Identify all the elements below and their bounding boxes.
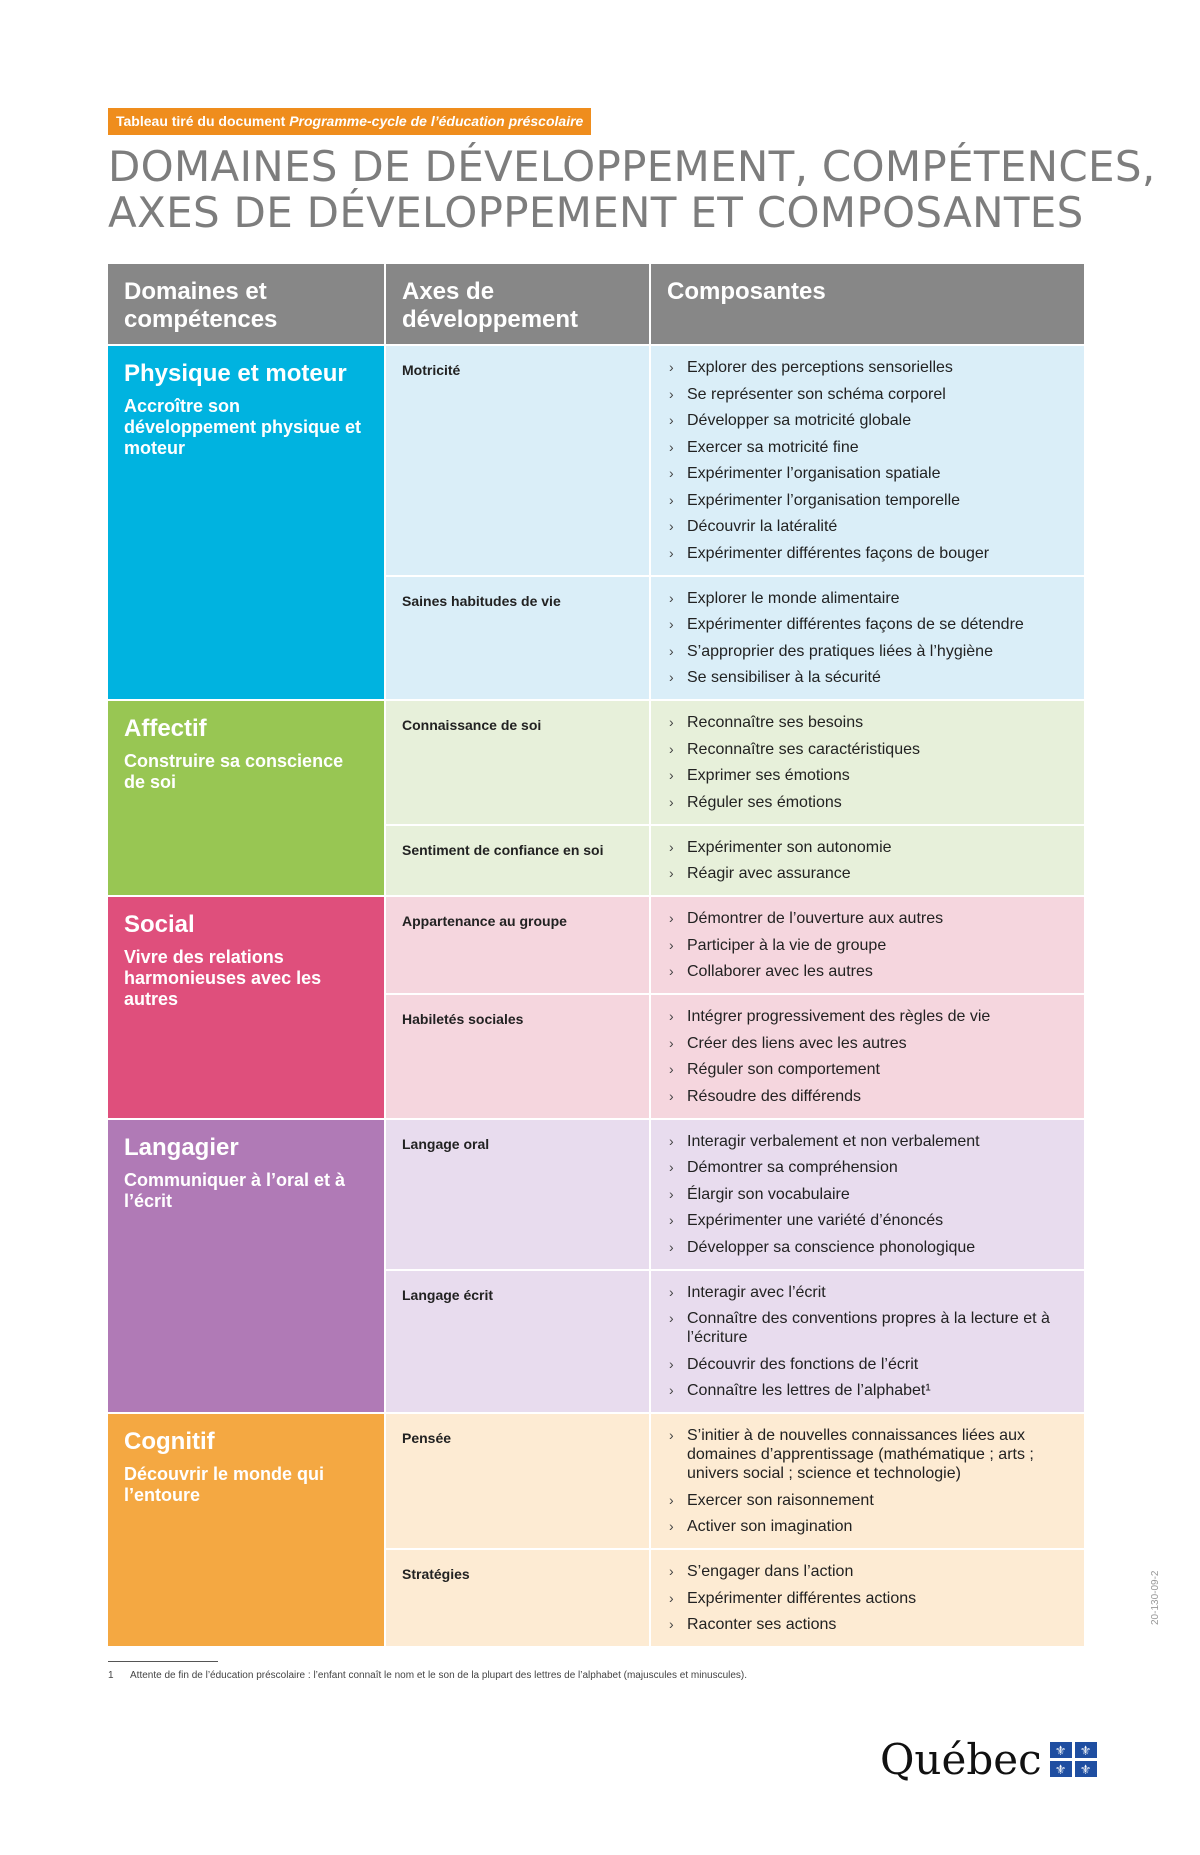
axis-name: Sentiment de confiance en soi — [386, 826, 649, 896]
domain-name: Langagier — [124, 1133, 239, 1161]
component-item: › Connaître des conventions propres à la lecture et à l’écriture — [669, 1309, 1072, 1347]
document-code: 20-130-09-2 — [1150, 1570, 1161, 1625]
axis-row — [386, 701, 1084, 824]
axes-group — [386, 701, 1084, 895]
footnote — [108, 1670, 747, 1681]
quebec-logo — [880, 1735, 1097, 1784]
component-item: › Réagir avec assurance — [669, 864, 1072, 883]
axis-row — [386, 346, 1084, 575]
domain-name: Cognitif — [124, 1428, 215, 1455]
component-item: › Expérimenter l’organisation spatiale — [669, 464, 1072, 483]
component-item: › Découvrir la latéralité — [669, 517, 1072, 536]
component-item: › Intégrer progressivement des règles de vie — [669, 1007, 1072, 1026]
component-item: › Réguler ses émotions — [669, 793, 1072, 812]
component-item: › Démontrer de l’ouverture aux autres — [669, 909, 1072, 928]
component-item: › Résoudre des différends — [669, 1087, 1072, 1106]
source-tag-prefix: Tableau tiré du document — [116, 113, 286, 129]
components-list — [651, 995, 1084, 1118]
components-list — [651, 1271, 1084, 1413]
domain-cell — [108, 346, 384, 699]
component-item: › Connaître les lettres de l’alphabet¹ — [669, 1381, 1072, 1400]
domain-competence: Découvrir le monde qui l’entoure — [124, 1464, 325, 1505]
components-list — [651, 897, 1084, 993]
table-body — [108, 346, 1084, 1646]
domain-competence: Construire sa conscience de soi — [124, 751, 344, 792]
component-item: › Développer sa conscience phonologique — [669, 1238, 1072, 1257]
axis-name: Pensée — [386, 1414, 649, 1548]
domain-cell — [108, 701, 384, 895]
domain-competence: Communiquer à l’oral et à l’écrit — [124, 1169, 346, 1211]
axis-row — [386, 577, 1084, 700]
domain-name: Social — [124, 911, 195, 938]
axes-group — [386, 346, 1084, 699]
components-list — [651, 1414, 1084, 1548]
footnote-divider — [108, 1661, 218, 1662]
components-list — [651, 826, 1084, 896]
axis-row — [386, 826, 1084, 896]
domain-row — [108, 1414, 1084, 1646]
component-item: › Expérimenter différentes façons de se détendre — [669, 615, 1072, 634]
component-item: › Se représenter son schéma corporel — [669, 385, 1072, 404]
component-item: › Exercer son raisonnement — [669, 1491, 1072, 1510]
axes-group — [386, 897, 1084, 1118]
domain-competence: Vivre des relations harmonieuses avec les autres — [124, 947, 322, 1009]
axis-row — [386, 897, 1084, 993]
header-components: Composantes — [651, 264, 1084, 344]
axis-name: Motricité — [386, 346, 649, 575]
axis-name: Saines habitudes de vie — [386, 577, 649, 700]
axis-name: Stratégies — [386, 1550, 649, 1646]
page-title-line-2: AXES DE DÉVELOPPEMENT ET COMPOSANTES — [108, 188, 1084, 237]
axis-row — [386, 1550, 1084, 1646]
domain-name: Physique et moteur — [124, 360, 347, 387]
component-item: › Exercer sa motricité fine — [669, 438, 1072, 457]
component-item: › Interagir avec l’écrit — [669, 1283, 1072, 1302]
axis-name: Appartenance au groupe — [386, 897, 649, 993]
axis-row — [386, 1271, 1084, 1413]
axis-name: Habiletés sociales — [386, 995, 649, 1118]
component-item: › S’approprier des pratiques liées à l’hygiène — [669, 642, 1072, 661]
component-item: › Élargir son vocabulaire — [669, 1185, 1072, 1204]
fleur-de-lis-flag-icon: ⚜ ⚜ ⚜ ⚜ — [1050, 1742, 1097, 1777]
component-item: › Se sensibiliser à la sécurité — [669, 668, 1072, 687]
axis-name: Connaissance de soi — [386, 701, 649, 824]
domain-cell — [108, 1414, 384, 1646]
header-axes: Axes de développement — [386, 264, 649, 344]
component-item: › Collaborer avec les autres — [669, 962, 1072, 981]
domain-cell — [108, 897, 384, 1118]
axis-row — [386, 1414, 1084, 1548]
component-item: › Expérimenter une variété d’énoncés — [669, 1211, 1072, 1230]
component-item: › Expérimenter son autonomie — [669, 838, 1072, 857]
axis-row — [386, 1120, 1084, 1269]
component-item: › Démontrer sa compréhension — [669, 1158, 1072, 1177]
source-tag-doc: Programme-cycle de l’éducation préscolaire — [289, 113, 584, 129]
components-list — [651, 346, 1084, 575]
page-title — [108, 142, 1156, 237]
domain-row — [108, 701, 1084, 895]
component-item: › S’engager dans l’action — [669, 1562, 1072, 1581]
component-item: › Reconnaître ses besoins — [669, 713, 1072, 732]
components-list — [651, 1120, 1084, 1269]
domain-competence: Accroître son développement physique et moteur — [124, 396, 362, 458]
component-item: › Développer sa motricité globale — [669, 411, 1072, 430]
development-table — [108, 264, 1084, 1648]
header-domains: Domaines et compétences — [108, 264, 384, 344]
component-item: › Interagir verbalement et non verbalement — [669, 1132, 1072, 1151]
components-list — [651, 701, 1084, 824]
component-item: › S’initier à de nouvelles connaissances liées aux domaines d’apprentissage (mathématique ; arts ; univers social ; science et technologie) — [669, 1426, 1072, 1483]
component-item: › Explorer le monde alimentaire — [669, 589, 1072, 608]
axes-group — [386, 1120, 1084, 1413]
table-header — [108, 264, 1084, 344]
domain-row — [108, 897, 1084, 1118]
axis-name: Langage oral — [386, 1120, 649, 1269]
component-item: › Explorer des perceptions sensorielles — [669, 358, 1072, 377]
component-item: › Réguler son comportement — [669, 1060, 1072, 1079]
component-item: › Participer à la vie de groupe — [669, 936, 1072, 955]
component-item: › Expérimenter différentes façons de bouger — [669, 544, 1072, 563]
component-item: › Expérimenter l’organisation temporelle — [669, 491, 1072, 510]
component-item: › Reconnaître ses caractéristiques — [669, 740, 1072, 759]
domain-cell — [108, 1120, 384, 1413]
components-list — [651, 1550, 1084, 1646]
component-item: › Découvrir des fonctions de l’écrit — [669, 1355, 1072, 1374]
domain-row — [108, 346, 1084, 699]
component-item: › Expérimenter différentes actions — [669, 1589, 1072, 1608]
component-item: › Créer des liens avec les autres — [669, 1034, 1072, 1053]
component-item: › Raconter ses actions — [669, 1615, 1072, 1634]
page-title-line-1: DOMAINES DE DÉVELOPPEMENT, COMPÉTENCES, — [108, 142, 1156, 191]
source-tag — [108, 108, 591, 135]
domain-row — [108, 1120, 1084, 1413]
quebec-logo-word: Québec — [880, 1735, 1042, 1784]
component-item: › Exprimer ses émotions — [669, 766, 1072, 785]
axes-group — [386, 1414, 1084, 1646]
domain-name: Affectif — [124, 715, 207, 742]
footnote-number: 1 — [108, 1670, 114, 1681]
components-list — [651, 577, 1084, 700]
axis-row — [386, 995, 1084, 1118]
footnote-text: Attente de fin de l’éducation préscolaire : l’enfant connaît le nom et le son de la plupart des lettres de l’alphabet (majuscules et minuscules). — [130, 1670, 748, 1681]
component-item: › Activer son imagination — [669, 1517, 1072, 1536]
axis-name: Langage écrit — [386, 1271, 649, 1413]
